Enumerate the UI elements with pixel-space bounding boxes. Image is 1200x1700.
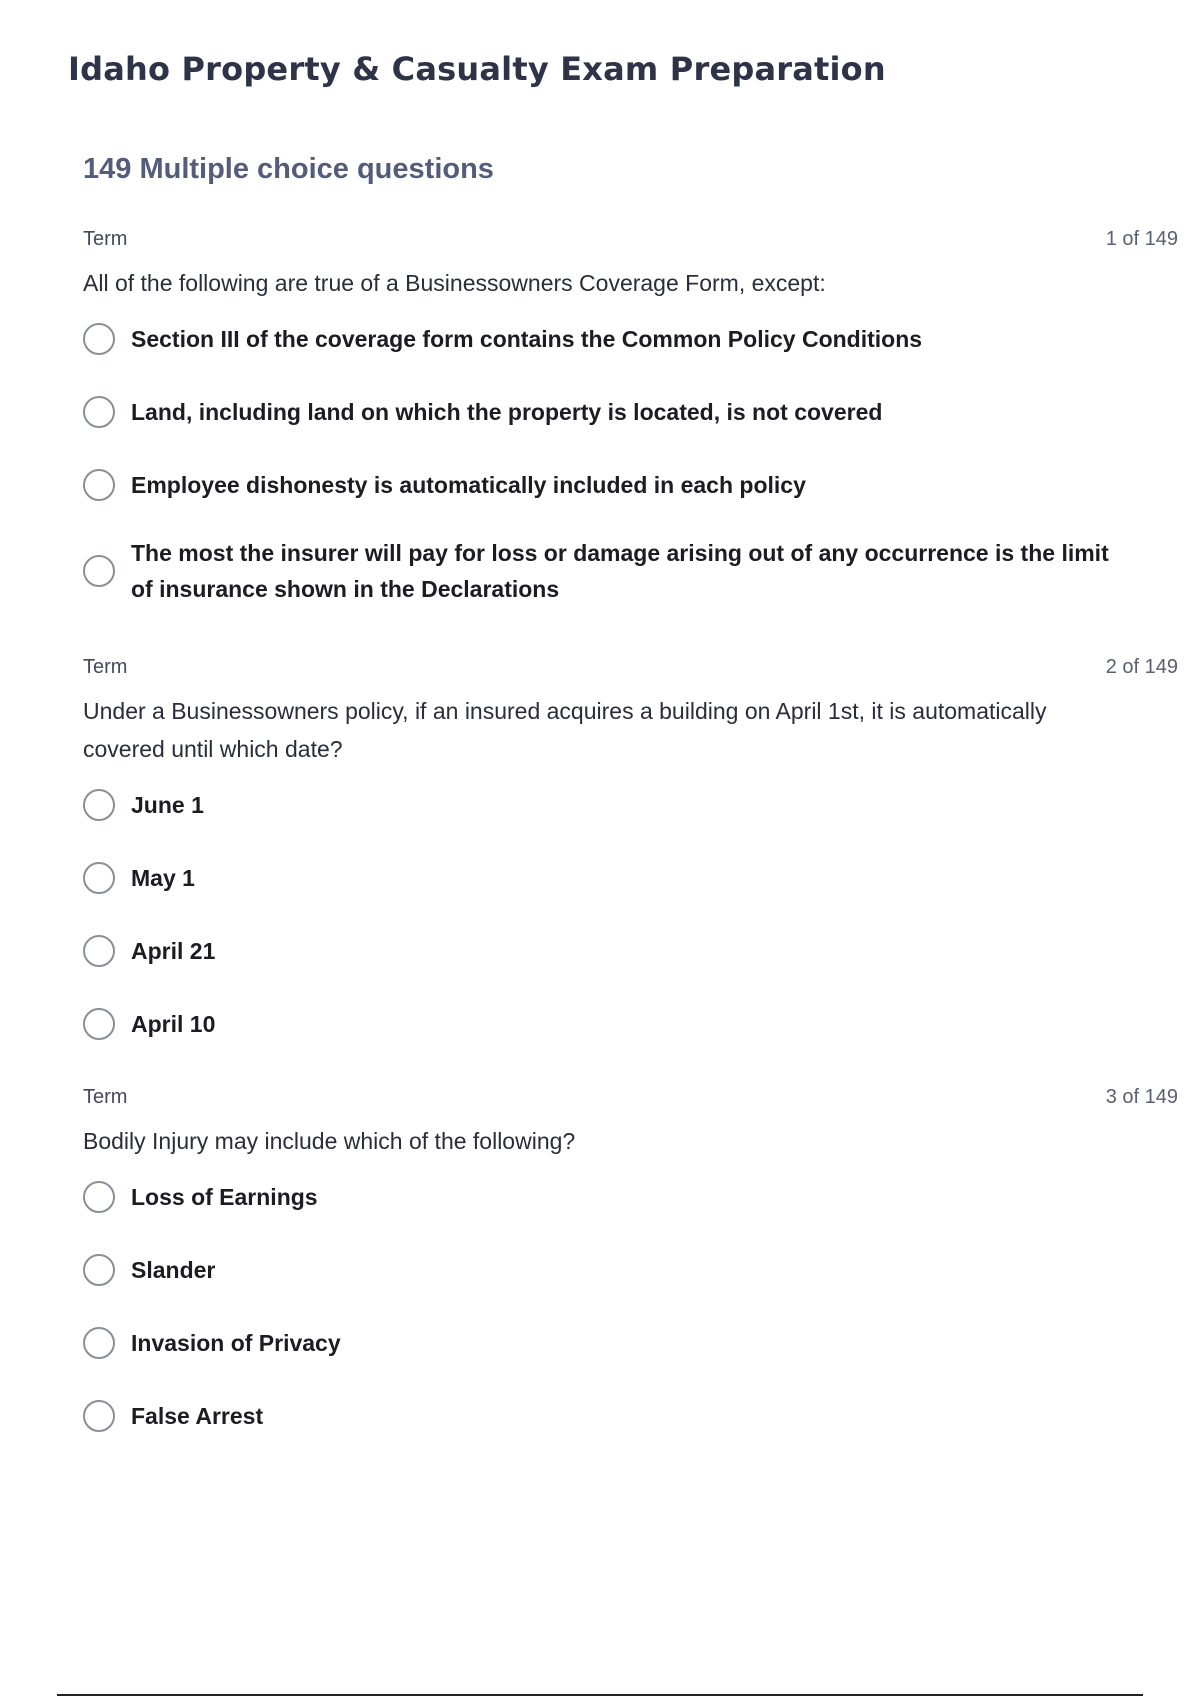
- question-text: Under a Businessowners policy, if an insured acquires a building on April 1st, it is automatically covered until which date?: [83, 698, 1047, 762]
- answer-option-label: May 1: [131, 864, 195, 891]
- term-label: Term: [83, 228, 128, 250]
- question-2: [83, 656, 1178, 1074]
- answer-option-label: April 10: [131, 1010, 216, 1037]
- answer-option-label: Slander: [131, 1256, 216, 1283]
- document-title: Idaho Property & Casualty Exam Preparation: [68, 50, 886, 88]
- answer-option[interactable]: [83, 855, 1178, 900]
- radio-button-icon[interactable]: [83, 1400, 115, 1432]
- question-header: [83, 228, 1178, 252]
- answer-option[interactable]: [83, 1393, 1178, 1438]
- term-label: Term: [83, 656, 128, 678]
- radio-button-icon[interactable]: [83, 935, 115, 967]
- radio-button-icon[interactable]: [83, 1008, 115, 1040]
- question-count-heading: 149 Multiple choice questions: [83, 153, 494, 185]
- answer-option-label: June 1: [131, 791, 204, 818]
- answer-options: [83, 316, 1178, 607]
- answer-option-label: Loss of Earnings: [131, 1183, 318, 1210]
- radio-button-icon[interactable]: [83, 323, 115, 355]
- radio-button-icon[interactable]: [83, 396, 115, 428]
- answer-option-label: False Arrest: [131, 1402, 264, 1429]
- answer-option[interactable]: [83, 1174, 1178, 1219]
- answer-option-label: Section III of the coverage form contains the Common Policy Conditions: [131, 325, 923, 352]
- answer-option[interactable]: [83, 782, 1178, 827]
- question-header: [83, 656, 1178, 680]
- answer-options: [83, 782, 1178, 1046]
- question-1: [83, 228, 1178, 635]
- question-header: [83, 1086, 1178, 1110]
- radio-button-icon[interactable]: [83, 1181, 115, 1213]
- answer-option-label: The most the insurer will pay for loss or damage arising out of any occurrence is the limit of insurance shown in the Declarations: [131, 540, 1109, 602]
- answer-option[interactable]: [83, 535, 1178, 607]
- question-number: 2 of 149: [1105, 656, 1178, 678]
- answer-option-label: Land, including land on which the property is located, is not covered: [131, 398, 883, 425]
- radio-button-icon[interactable]: [83, 469, 115, 501]
- radio-button-icon[interactable]: [83, 555, 115, 587]
- answer-option[interactable]: [83, 1001, 1178, 1046]
- answer-option[interactable]: [83, 928, 1178, 973]
- answer-option-label: Employee dishonesty is automatically included in each policy: [131, 471, 806, 498]
- answer-option[interactable]: [83, 389, 1178, 434]
- radio-button-icon[interactable]: [83, 789, 115, 821]
- term-label: Term: [83, 1086, 128, 1108]
- question-text: Bodily Injury may include which of the following?: [83, 1128, 576, 1154]
- answer-option[interactable]: [83, 1320, 1178, 1365]
- question-text: All of the following are true of a Businessowners Coverage Form, except:: [83, 270, 826, 296]
- answer-option-label: Invasion of Privacy: [131, 1329, 341, 1356]
- radio-button-icon[interactable]: [83, 1254, 115, 1286]
- answer-options: [83, 1174, 1178, 1438]
- answer-option[interactable]: [83, 462, 1178, 507]
- question-number: 1 of 149: [1105, 228, 1178, 250]
- question-3: [83, 1086, 1178, 1466]
- answer-option-label: April 21: [131, 937, 216, 964]
- answer-option[interactable]: [83, 316, 1178, 361]
- answer-option[interactable]: [83, 1247, 1178, 1292]
- radio-button-icon[interactable]: [83, 862, 115, 894]
- footer-divider: [57, 1694, 1143, 1696]
- radio-button-icon[interactable]: [83, 1327, 115, 1359]
- question-number: 3 of 149: [1105, 1086, 1178, 1108]
